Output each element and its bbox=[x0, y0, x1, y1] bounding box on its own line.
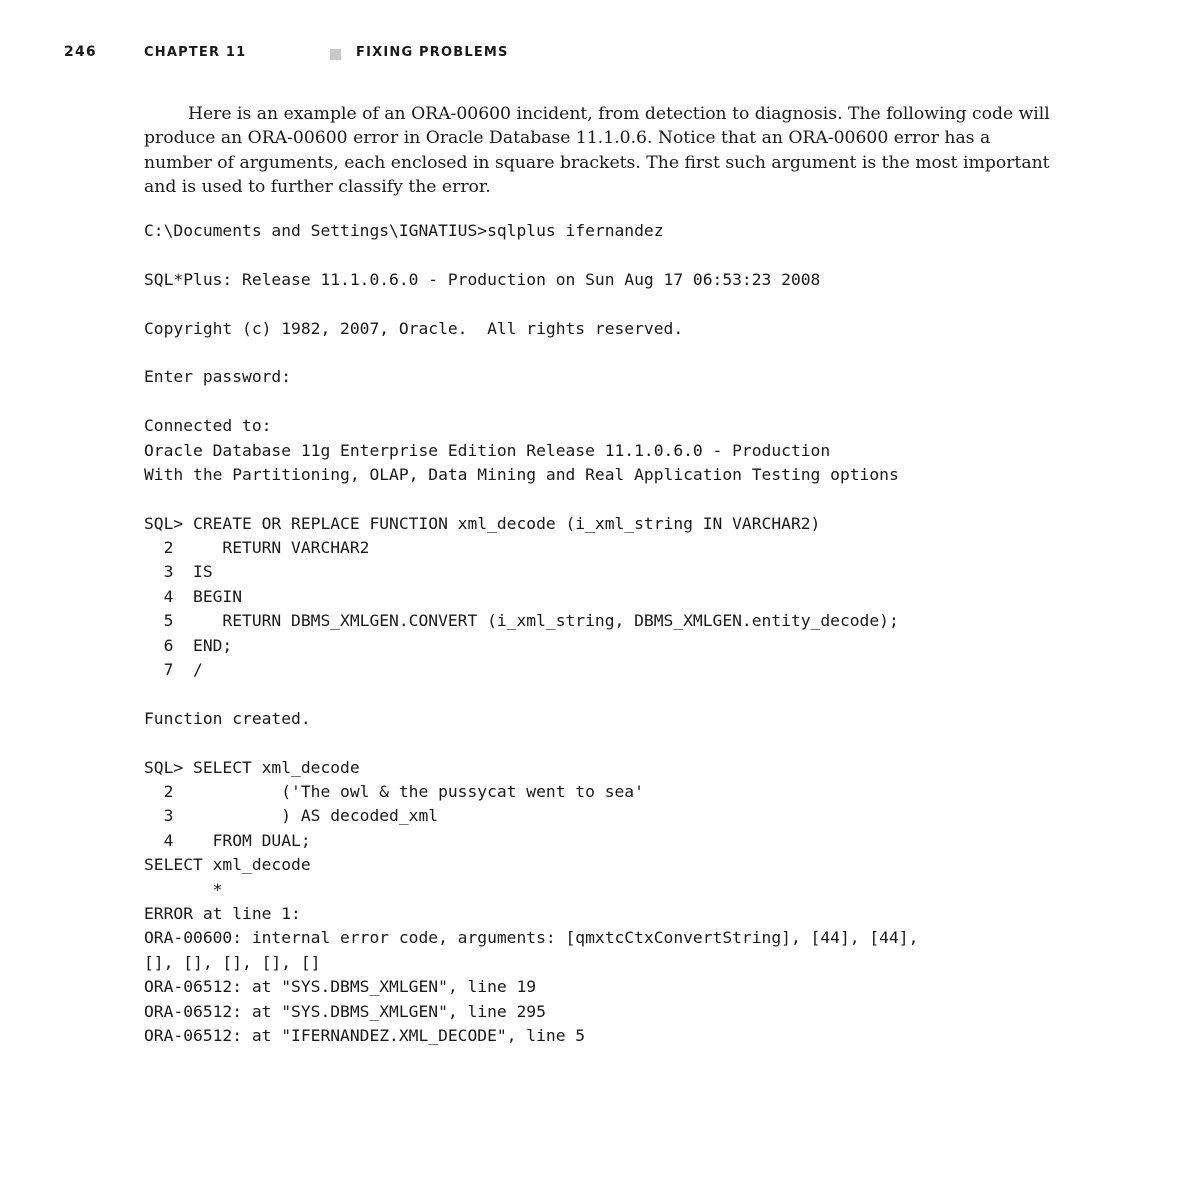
code-line: SQL*Plus: Release 11.1.0.6.0 - Production on Sun Aug 17 06:53:23 2008 bbox=[144, 269, 821, 289]
code-line: 3 IS bbox=[144, 562, 213, 582]
code-line: Copyright (c) 1982, 2007, Oracle. All rights reserved. bbox=[144, 318, 684, 338]
code-line: 2 RETURN VARCHAR2 bbox=[144, 538, 370, 558]
code-line bbox=[144, 487, 918, 511]
code-line bbox=[144, 341, 918, 365]
code-line: Connected to: bbox=[144, 416, 272, 436]
running-header bbox=[64, 44, 1064, 66]
code-line: C:\Documents and Settings\IGNATIUS>sqlplus ifernandez bbox=[144, 221, 664, 240]
code-line: [], [], [], [], [] bbox=[144, 952, 321, 972]
code-line bbox=[144, 682, 918, 706]
code-line: With the Partitioning, OLAP, Data Mining and Real Application Testing options bbox=[144, 464, 899, 484]
code-line: ORA-06512: at "IFERNANDEZ.XML_DECODE", line 5 bbox=[144, 1025, 586, 1045]
code-line: Oracle Database 11g Enterprise Edition Release 11.1.0.6.0 - Production bbox=[144, 440, 831, 460]
code-line bbox=[144, 731, 918, 755]
body-paragraph: Here is an example of an ORA-00600 incident, from detection to diagnosis. The following code will produce an ORA-00600 error in Oracle Database 11.1.0.6. Notice that an ORA-00600 error has a number of arguments, each enclosed in square brackets. The first such argument is the most important and is used to further classify the error. bbox=[144, 104, 1050, 197]
code-line: ERROR at line 1: bbox=[144, 903, 301, 923]
page-number: 246 bbox=[64, 44, 97, 60]
code-line bbox=[144, 292, 918, 316]
code-line: * bbox=[144, 879, 223, 899]
code-line: 3 ) AS decoded_xml bbox=[144, 806, 439, 826]
code-line: ORA-06512: at "SYS.DBMS_XMLGEN", line 295 bbox=[144, 1001, 546, 1021]
code-listing bbox=[144, 219, 918, 1048]
code-line: 5 RETURN DBMS_XMLGEN.CONVERT (i_xml_string, DBMS_XMLGEN.entity_decode); bbox=[144, 611, 899, 631]
code-line: SQL> SELECT xml_decode bbox=[144, 757, 360, 777]
header-square-icon bbox=[330, 49, 341, 60]
code-line: 4 BEGIN bbox=[144, 586, 243, 606]
code-line: Function created. bbox=[144, 708, 311, 728]
chapter-label: CHAPTER 11 bbox=[144, 45, 247, 60]
code-line: SQL> CREATE OR REPLACE FUNCTION xml_decode (i_xml_string IN VARCHAR2) bbox=[144, 513, 821, 533]
code-line bbox=[144, 243, 918, 267]
code-line: SELECT xml_decode bbox=[144, 855, 311, 875]
section-title: FIXING PROBLEMS bbox=[356, 45, 509, 60]
code-line: 6 END; bbox=[144, 635, 233, 655]
code-line: 2 ('The owl & the pussycat went to sea' bbox=[144, 781, 644, 801]
code-line: 7 / bbox=[144, 660, 203, 680]
code-line: ORA-06512: at "SYS.DBMS_XMLGEN", line 19 bbox=[144, 977, 537, 997]
code-line bbox=[144, 390, 918, 414]
code-line: 4 FROM DUAL; bbox=[144, 830, 311, 850]
code-line: ORA-00600: internal error code, arguments: [qmxtcCtxConvertString], [44], [44], bbox=[144, 928, 919, 948]
code-line: Enter password: bbox=[144, 367, 292, 387]
